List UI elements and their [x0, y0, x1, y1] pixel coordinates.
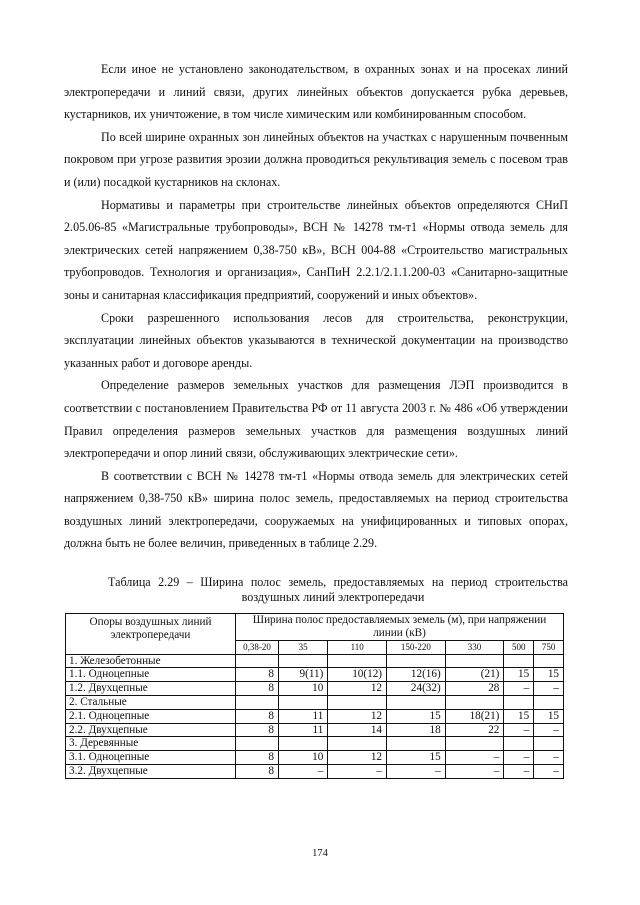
document-page — [64, 58, 568, 779]
voltage-header: 330 — [445, 640, 504, 654]
table-cell: – — [534, 751, 564, 765]
table-cell: 10 — [278, 682, 327, 696]
voltage-header: 110 — [328, 640, 387, 654]
table-cell — [387, 737, 446, 751]
row-label: 1.2. Двухцепные — [66, 682, 236, 696]
table-cell — [445, 696, 504, 710]
table-cell: 15 — [504, 668, 534, 682]
table-cell: 8 — [236, 682, 279, 696]
table-cell: 12 — [328, 709, 387, 723]
table-cell — [534, 737, 564, 751]
table-cell: 10 — [278, 751, 327, 765]
header-supports: Опоры воздушных линий электропередачи — [66, 614, 236, 655]
width-table — [65, 613, 564, 779]
row-label: 2. Стальные — [66, 696, 236, 710]
row-label: 1.1. Одноцепные — [66, 668, 236, 682]
table-header-row — [66, 614, 564, 641]
table-cell: 15 — [534, 668, 564, 682]
paragraph-5: Определение размеров земельных участков для размещения ЛЭП производится в соответствии с постановлением Правительства РФ от 11 августа 2003 г. № 486 «Об утверждении Правил определения размеров земельных участков для размещения воздушных линий электропередачи и опор линий связи, обслуживающих электрические сети». — [64, 378, 568, 461]
table-cell — [278, 654, 327, 668]
row-label: 2.2. Двухцепные — [66, 723, 236, 737]
table-row — [66, 696, 564, 710]
table-cell: (21) — [445, 668, 504, 682]
table-cell: 8 — [236, 668, 279, 682]
paragraph-6: В соответствии с ВСН № 14278 тм-т1 «Нормы отвода земель для электрических сетей напряжением 0,38-750 кВ» ширина полос земель, предоставляемых на период строительства воздушных линий электропередачи, сооружаемых на унифицированных и типовых опорах, должна быть не более величин, приведенных в таблице 2.29. — [64, 468, 568, 551]
table-cell: – — [445, 751, 504, 765]
table-caption-line-2: воздушных линий электропередачи — [241, 590, 425, 605]
table-cell — [236, 654, 279, 668]
voltage-header: 750 — [534, 640, 564, 654]
table-cell: 15 — [504, 709, 534, 723]
row-label: 2.1. Одноцепные — [66, 709, 236, 723]
table-cell — [445, 654, 504, 668]
table-cell — [278, 737, 327, 751]
row-label: 1. Железобетонные — [66, 654, 236, 668]
table-body — [66, 654, 564, 778]
table-cell: 10(12) — [328, 668, 387, 682]
table-cell: 8 — [236, 765, 279, 779]
table-cell: – — [534, 723, 564, 737]
table-cell: – — [534, 682, 564, 696]
table-cell: – — [504, 723, 534, 737]
paragraph-4: Сроки разрешенного использования лесов для строительства, реконструкции, эксплуатации линейных объектов указываются в технической документации на производство указанных работ и договоре аренды. — [64, 310, 568, 370]
table-cell: 12 — [328, 682, 387, 696]
table-row — [66, 737, 564, 751]
table-cell — [504, 696, 534, 710]
table-cell: 15 — [387, 709, 446, 723]
table-cell: 8 — [236, 751, 279, 765]
paragraph-3: Нормативы и параметры при строительстве линейных объектов определяются СНиП 2.05.06-85 «Магистральные трубопроводы», ВСН № 14278 тм-т1 «Нормы отвода земель для электрических сетей напряжением 0,38-750 кВ», ВСН 004-88 «Строительство магистральных трубопроводов. Технология и организация», СанПиН 2.2.1/2.1.1.200-03 «Санитарно-защитные зоны и санитарная классификация предприятий, сооружений и иных объектов». — [64, 197, 568, 302]
paragraph-1: Если иное не установлено законодательством, в охранных зонах и на просеках линий электропередачи и линий связи, других линейных объектов допускается рубка деревьев, кустарников, их уничтожение, в том числе химическим или комбинированным способом. — [64, 62, 568, 122]
voltage-header: 35 — [278, 640, 327, 654]
table-caption — [64, 575, 568, 605]
table-row — [66, 682, 564, 696]
table-cell: 11 — [278, 723, 327, 737]
table-cell: 12(16) — [387, 668, 446, 682]
table-row — [66, 751, 564, 765]
table-cell: – — [387, 765, 446, 779]
table-cell — [328, 654, 387, 668]
table-cell: – — [328, 765, 387, 779]
table-cell: 9(11) — [278, 668, 327, 682]
table-cell: 28 — [445, 682, 504, 696]
table-cell: 8 — [236, 709, 279, 723]
table-cell: – — [278, 765, 327, 779]
table-cell: – — [445, 765, 504, 779]
table-cell: 11 — [278, 709, 327, 723]
table-cell: – — [534, 765, 564, 779]
table-cell — [278, 696, 327, 710]
table-cell: – — [504, 765, 534, 779]
table-cell: 24(32) — [387, 682, 446, 696]
table-row — [66, 709, 564, 723]
table-cell: 15 — [534, 709, 564, 723]
table-row — [66, 654, 564, 668]
page-number: 174 — [312, 848, 328, 859]
table-cell — [328, 737, 387, 751]
table-cell — [387, 696, 446, 710]
voltage-header: 500 — [504, 640, 534, 654]
table-cell — [328, 696, 387, 710]
row-label: 3.1. Одноцепные — [66, 751, 236, 765]
table-cell: 22 — [445, 723, 504, 737]
table-cell: 18 — [387, 723, 446, 737]
table-cell: – — [504, 751, 534, 765]
paragraph-2: По всей ширине охранных зон линейных объектов на участках с нарушенным почвенным покровом при угрозе развития эрозии должна проводиться рекультивация земель с посевом трав и (или) посадкой кустарников на склонах. — [64, 129, 568, 189]
table-row — [66, 723, 564, 737]
table-row — [66, 765, 564, 779]
header-width: Ширина полос предоставляемых земель (м), при напряжении линии (кВ) — [236, 614, 564, 641]
table-row — [66, 668, 564, 682]
table-cell: 14 — [328, 723, 387, 737]
table-caption-line-1: Таблица 2.29 – Ширина полос земель, предоставляемых на период строительства — [108, 575, 568, 590]
table-cell — [534, 696, 564, 710]
table-cell — [504, 654, 534, 668]
row-label: 3.2. Двухцепные — [66, 765, 236, 779]
table-cell — [236, 737, 279, 751]
table-cell: 12 — [328, 751, 387, 765]
table-cell — [534, 654, 564, 668]
table-cell: 18(21) — [445, 709, 504, 723]
table-cell — [504, 737, 534, 751]
row-label: 3. Деревянные — [66, 737, 236, 751]
table-cell: 15 — [387, 751, 446, 765]
table-cell — [387, 654, 446, 668]
voltage-header: 0,38-20 — [236, 640, 279, 654]
table-cell — [445, 737, 504, 751]
table-cell: – — [504, 682, 534, 696]
table-cell — [236, 696, 279, 710]
voltage-header: 150-220 — [387, 640, 446, 654]
table-cell: 8 — [236, 723, 279, 737]
